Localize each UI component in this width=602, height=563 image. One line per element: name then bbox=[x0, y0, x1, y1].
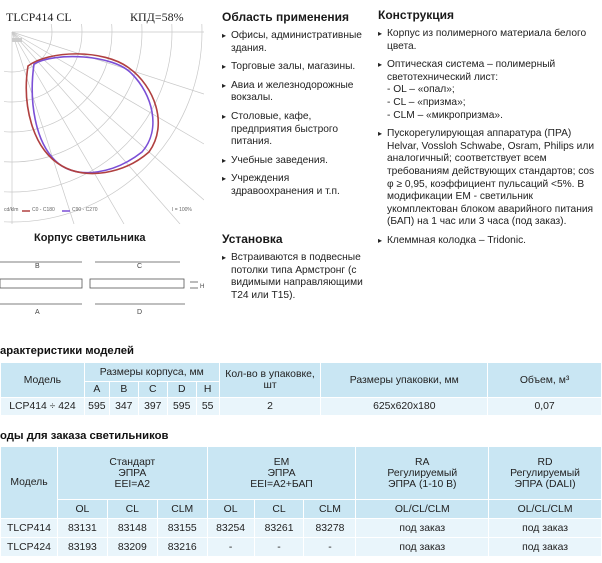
cell-code: 83216 bbox=[157, 538, 207, 557]
col-volume: Объем, м³ bbox=[488, 363, 602, 398]
col-d: D bbox=[167, 382, 196, 398]
cell-model: TLCP414 bbox=[1, 519, 58, 538]
housing-title: Корпус светильника bbox=[34, 232, 146, 244]
dim-label-c: C bbox=[137, 263, 143, 270]
application-title: Область применения bbox=[222, 10, 350, 24]
sub-ol: OL bbox=[57, 500, 107, 519]
cell-code: - bbox=[207, 538, 254, 557]
models-table bbox=[0, 362, 602, 416]
optics-clm: - CLM – «микропризма». bbox=[387, 109, 503, 121]
application-item: ▸ Учебные заведения. bbox=[222, 155, 372, 168]
install-list bbox=[222, 252, 372, 308]
optics-ol: - OL – «опал»; bbox=[387, 84, 455, 96]
construction-optics-text: Оптическая система – полимерный светотехнический лист: bbox=[387, 59, 556, 83]
cell-a: 595 bbox=[84, 398, 109, 416]
dim-label-b: B bbox=[35, 263, 40, 270]
chart-unit-left: cd/klm bbox=[4, 207, 19, 213]
cell-d: 595 bbox=[167, 398, 196, 416]
cell-code: 83209 bbox=[107, 538, 157, 557]
construction-item: ▸ Пускорегулирующая аппаратура (ПРА) Helvar, Vossloh Schwabe, Osram, Philips или аналогичный; соответствует всем требованиям действующих стандартов; cos φ ≥ 0,95, коэффициент пульсаций <5%. В модификации ЕМ - светильник укомплектован блоком аварийного питания (БАП) на 1 час или 3 часа (под заказ). bbox=[378, 128, 600, 229]
construction-item bbox=[378, 59, 600, 122]
cell-code: под заказ bbox=[356, 538, 489, 557]
col-qty: Кол-во в упаковке, шт bbox=[219, 363, 321, 398]
cell-code: 83155 bbox=[157, 519, 207, 538]
cell-code: 83148 bbox=[107, 519, 157, 538]
group-standard: Стандарт ЭПРА EEI=A2 bbox=[57, 447, 207, 500]
install-item: ▸ Встраиваются в подвесные потолки типа Армстронг (с видимыми направляющими T24 или T15). bbox=[222, 252, 372, 302]
chart-unit: I = 100% bbox=[172, 207, 192, 213]
cell-model: TLCP424 bbox=[1, 538, 58, 557]
construction-list bbox=[378, 28, 600, 254]
models-table-title: арактеристики моделей bbox=[0, 345, 134, 357]
sub-clm: CLM bbox=[157, 500, 207, 519]
col-model: Модель bbox=[1, 363, 85, 398]
cell-qty: 2 bbox=[219, 398, 321, 416]
table-row bbox=[1, 519, 602, 538]
table-row bbox=[1, 538, 602, 557]
col-pack: Размеры упаковки, мм bbox=[321, 363, 488, 398]
install-title: Установка bbox=[222, 232, 283, 246]
order-table-title: оды для заказа светильников bbox=[0, 430, 169, 442]
application-item: ▸ Офисы, административные здания. bbox=[222, 30, 372, 55]
legend-c0: C0 - C180 bbox=[32, 207, 55, 213]
cell-code: - bbox=[304, 538, 356, 557]
order-table bbox=[0, 446, 602, 557]
application-item: ▸ Учреждения здравоохранения и т.п. bbox=[222, 173, 372, 198]
dim-label-a: A bbox=[35, 309, 40, 316]
cell-code: под заказ bbox=[356, 519, 489, 538]
cell-c: 397 bbox=[138, 398, 167, 416]
sub-ra: OL/CL/CLM bbox=[356, 500, 489, 519]
application-list bbox=[222, 30, 372, 205]
construction-item: ▸ Клеммная колодка – Tridonic. bbox=[378, 235, 600, 248]
table-row bbox=[1, 398, 602, 416]
cell-b: 347 bbox=[109, 398, 138, 416]
cell-pack: 625x620x180 bbox=[321, 398, 488, 416]
cell-code: под заказ bbox=[489, 538, 602, 557]
cell-code: под заказ bbox=[489, 519, 602, 538]
cell-code: 83131 bbox=[57, 519, 107, 538]
col-b: B bbox=[109, 382, 138, 398]
legend-c90: C90 - C270 bbox=[72, 207, 98, 213]
dim-label-h: H bbox=[200, 284, 205, 290]
cell-code: - bbox=[254, 538, 304, 557]
col-a: A bbox=[84, 382, 109, 398]
cell-code: 83193 bbox=[57, 538, 107, 557]
cell-volume: 0,07 bbox=[488, 398, 602, 416]
cell-h: 55 bbox=[196, 398, 219, 416]
col-model: Модель bbox=[1, 447, 58, 519]
sub-ol: OL bbox=[207, 500, 254, 519]
polar-chart bbox=[4, 24, 204, 224]
application-item: ▸ Торговые залы, магазины. bbox=[222, 61, 372, 74]
group-em: EM ЭПРА EEI=A2+БАП bbox=[207, 447, 356, 500]
application-item: ▸ Авиа и железнодорожные вокзалы. bbox=[222, 80, 372, 105]
sub-cl: CL bbox=[107, 500, 157, 519]
sub-clm: CLM bbox=[304, 500, 356, 519]
dim-label-d: D bbox=[137, 309, 143, 316]
group-ra: RA Регулируемый ЭПРА (1-10 В) bbox=[356, 447, 489, 500]
col-c: C bbox=[138, 382, 167, 398]
housing-drawing bbox=[0, 252, 215, 322]
cell-code: 83261 bbox=[254, 519, 304, 538]
sub-rd: OL/CL/CLM bbox=[489, 500, 602, 519]
col-h: H bbox=[196, 382, 219, 398]
chart-efficiency: КПД=58% bbox=[130, 10, 184, 24]
sub-cl: CL bbox=[254, 500, 304, 519]
optics-cl: - CL – «призма»; bbox=[387, 96, 466, 108]
cell-code: 83254 bbox=[207, 519, 254, 538]
group-rd: RD Регулируемый ЭПРА (DALI) bbox=[489, 447, 602, 500]
application-item: ▸ Столовые, кафе, предприятия быстрого питания. bbox=[222, 111, 372, 149]
construction-item: ▸ Корпус из полимерного материала белого цвета. bbox=[378, 28, 600, 53]
construction-title: Конструкция bbox=[378, 8, 455, 22]
cell-model: LCP414 ÷ 424 bbox=[1, 398, 85, 416]
col-dims: Размеры корпуса, мм bbox=[84, 363, 219, 382]
chart-title: TLCP414 CL bbox=[6, 10, 72, 24]
cell-code: 83278 bbox=[304, 519, 356, 538]
